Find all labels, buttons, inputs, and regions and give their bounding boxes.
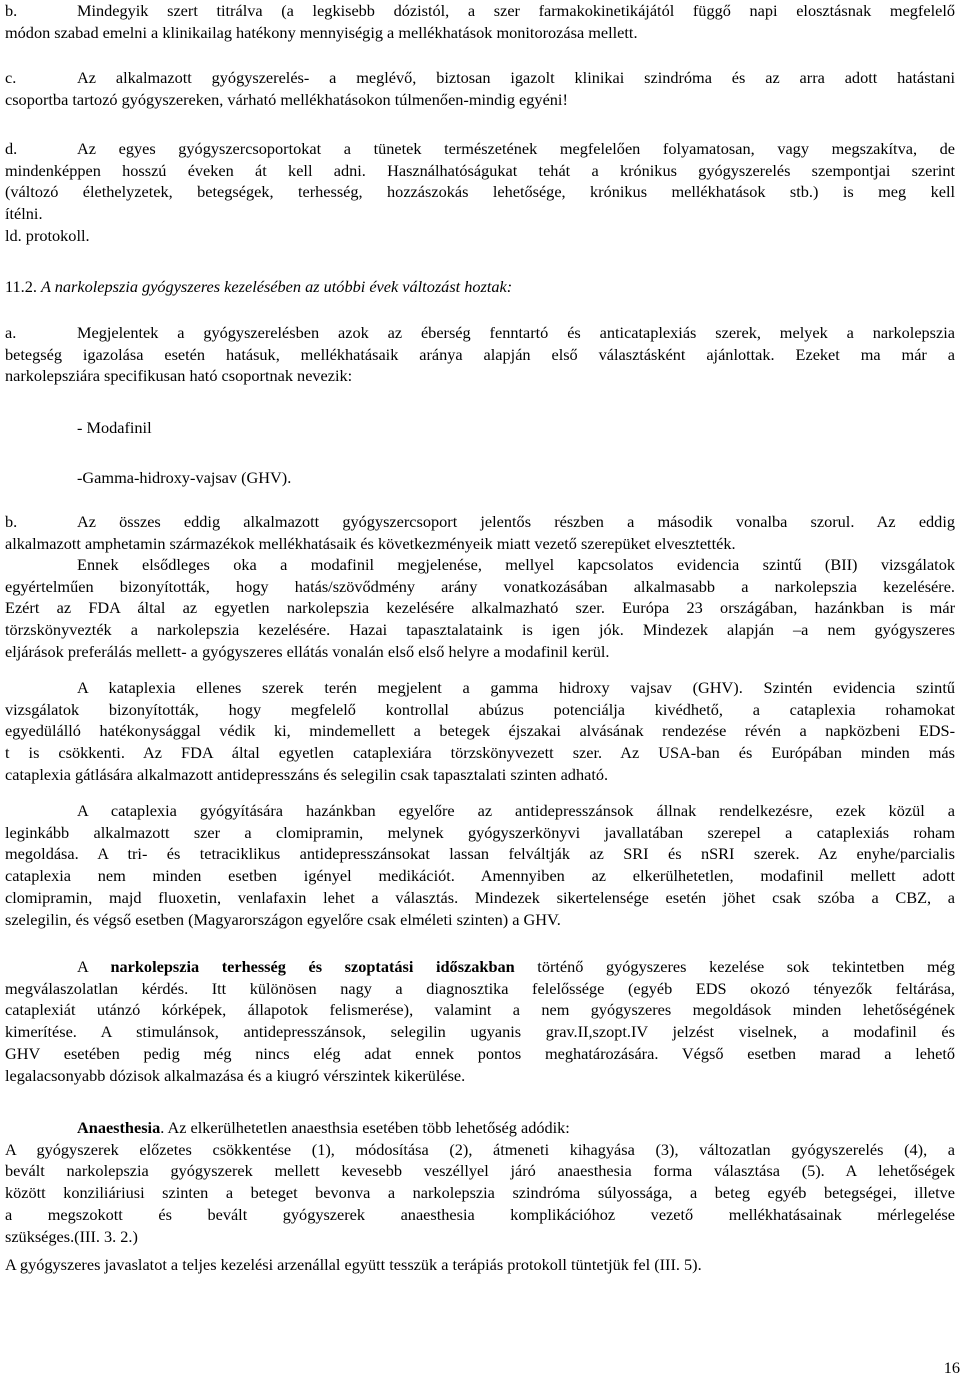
paragraph-kataplexia xyxy=(5,677,955,786)
text-line: a megszokott és bevált gyógyszerek anaesthesia komplikációhoz vezető mellékhatásainak mérlegelése xyxy=(5,1204,955,1224)
section-title: A narkolepszia gyógyszeres kezelésében az utóbbi évek változást hoztak: xyxy=(41,277,513,296)
text-line: megoldása. A tri- és tetraciklikus antidepresszánsokat lassan felváltják az SRI és nSRI szerek. Az enyhe/parcialis xyxy=(5,844,955,864)
paragraph-a xyxy=(5,322,955,387)
list-marker: b. xyxy=(5,512,18,531)
page-number: 16 xyxy=(943,1358,960,1377)
text-line: ítélni. xyxy=(5,204,43,224)
text-line: egyértelműen bizonyították, hogy hatás/szövődmény arány vonatkozásában alkalmasabb a narkolepszia kezelésére. xyxy=(5,576,955,596)
list-item-modafinil: - Modafinil xyxy=(77,418,152,437)
list-item-ghv: -Gamma-hidroxy-vajsav (GHV). xyxy=(77,468,292,487)
section-heading xyxy=(5,276,955,298)
text-line: clomipramin, majd fluoxetin, venlafaxin lehet a választás. Mindezek sikertelensége esetén jöhet csak szóba a CBZ, a xyxy=(5,887,955,907)
text-line: leginkább alkalmazott szer a clomipramin, melynek gyógyszerkönyvi javallatában szerepel a cataplexiás roham xyxy=(5,822,955,842)
text-line: betegség igazolása esetén hatásuk, mellékhatásaik aránya alapján első választásként ajánlottak. Ezeket ma már a xyxy=(5,344,955,364)
text-line: alkalmazott amphetamin származékok mellékhatásaik és következményeik miatt vezető szerepüket elvesztették. xyxy=(5,533,736,553)
list-marker: d. xyxy=(5,139,18,158)
text-line: között konziliáriusi szinten a beteget bevonva a narkolepszia szindróma súlyossága, a beteg egyéb betegségei, illetve xyxy=(5,1183,955,1203)
text-line: törzskönyvezték a narkolepszia kezelésére. Hazai tapasztalataink is igen jók. Mindezek alapján –a nem gyógyszeres xyxy=(5,620,955,640)
text-line: Mindegyik szert titrálva (a legkisebb dózistól, a szer farmakokinetikájától függő napi elosztásnak megfelelő xyxy=(77,1,955,20)
text-line: mindenképpen hosszú éveken át kell adni. Használhatóságukat tehát a krónikus gyógyszerelés szempontjai szerint xyxy=(5,160,955,180)
text-line: A gyógyszerek előzetes csökkentése (1), módosítása (2), átmeneti kihagyása (3), változatlan gyógyszerelés (4), a xyxy=(5,1139,955,1159)
text-line: cataplexiát utánzó kórképek, állapotok felismerése), valamint a nem gyógyszeres megoldások minden lehetőségének xyxy=(5,1000,955,1020)
paragraph-modafinil xyxy=(5,554,955,663)
text-line: szükséges.(III. 3. 2.) xyxy=(5,1226,138,1246)
text-line: Megjelentek a gyógyszerelésben azok az éberség fenntartó és anticataplexiás szerek, melyek a narkolepszia xyxy=(77,323,955,342)
paragraph-cataplexia xyxy=(5,800,955,930)
paragraph-c xyxy=(5,67,955,110)
text-line: Az alkalmazott gyógyszerelés- a meglévő, biztosan igazolt klinikai szindróma és az arra adott hatástani xyxy=(77,68,955,87)
paragraph-d xyxy=(5,138,955,247)
paragraph-b2 xyxy=(5,511,955,554)
paragraph-anaesthesia: Anaesthesia. Az elkerülhetetlen anaesthsia esetében több lehetőség adódik: A gyógyszerek előzetes csökkentése (1), módosítása (2), átmeneti kihagyása (3), változatlan gyógyszerelés (4), a bevált narkolepszia gyógyszerek mellett kevesebb veszéllyel járó anaesthesia forma választása (5). A lehetőségek között konziliáriusi szinten a beteget bevonva a narkolepszia szindróma súlyossága, a beteg egyéb betegségei, illetve a megszokott és bevált gyógyszerek anaesthesia komplikációhoz vezető mellékhatásainak mérlegelése szükséges.(III. 3. 2.) xyxy=(5,1118,955,1246)
paragraph-pregnancy: A narkolepszia terhesség és szoptatási időszakban történő gyógyszeres kezelése sok tekintetben még megválaszolatlan kérdés. Itt különösen nagy a diagnosztika felelőssége (egyéb EDS okozó tényezők feltárása, cataplexiát utánzó kórképek, állapotok felismerése), valamint a nem gyógyszeres megoldások minden lehetőségének kimerítése. A stimulánsok, antidepresszánsok, selegilin ugyanis grav.II,szopt.IV jelzést viselnek, a modafinil és GHV esetében pedig még nincs elég adat ennek pontos meghatározására. Végső esetben marad a lehető legalacsonyabb dózisok alkalmazása és a kiugró vérszintek kikerülése. xyxy=(5,957,955,1085)
text-line: ld. protokoll. xyxy=(5,225,90,245)
section-number: 11.2. xyxy=(5,277,37,296)
text-line: narkolepsziára specifikusan ható csoportnak nevezik: xyxy=(5,366,353,386)
text-line: (változó élethelyzetek, betegségek, terhesség, hozzászokás lehetősége, krónikus mellékhatások stb.) is meg kell xyxy=(5,182,955,202)
bold-phrase: Anaesthesia xyxy=(77,1118,161,1137)
text-line: Az összes eddig alkalmazott gyógyszercsoport jelentős részben a második vonalba szorul. Az eddig xyxy=(77,512,955,531)
text-line: módon szabad emelni a klinikailag hatékony mennyiségig a mellékhatások monitorozása mellett. xyxy=(5,22,638,42)
text-line: legalacsonyabb dózisok alkalmazása és a kiugró vérszintek kikerülése. xyxy=(5,1065,466,1085)
text-line: vizsgálatok bizonyították, hogy megfelelő kontrollal abúzus potenciálja kivédhető, a cataplexia rohamokat xyxy=(5,699,955,719)
text-line: t is csökkenti. Az FDA által egyetlen cataplexiára törzskönyvezett szer. Az USA-ban és Európában minden más xyxy=(5,743,955,763)
text-line: csoportba tartozó gyógyszereken, várható mellékhatásokon túlmenően-mindig egyéni! xyxy=(5,89,568,109)
list-marker: a. xyxy=(5,323,17,342)
text-line: Ennek elsődleges oka a modafinil megjelenése, mellyel kapcsolatos evidencia szintű (BII) vizsgálatok xyxy=(77,555,955,574)
text-line: A cataplexia gyógyítására hazánkban egyelőre az antidepresszánsok állnak rendelkezésre, ezek közül a xyxy=(77,801,955,820)
list-marker: b. xyxy=(5,1,18,20)
text-line: GHV esetében pedig még nincs elég adat ennek pontos meghatározására. Végső esetben marad a lehető xyxy=(5,1043,955,1063)
list-marker: c. xyxy=(5,68,17,87)
text-line: Ezért az FDA által az egyetlen narkolepszia kezelésére alkalmazható szer. Európa 23 országában, hazánkban is már xyxy=(5,598,955,618)
bold-phrase: narkolepszia terhesség és szoptatási időszakban xyxy=(110,957,515,976)
text-line: Az egyes gyógyszercsoportokat a tünetek természetének megfelelően folyamatosan, vagy megszakítva, de xyxy=(77,139,955,158)
text-line: cataplexia gátlására alkalmazott antidepresszáns és selegilin csak tapasztalati szinten adható. xyxy=(5,764,609,784)
text-line: egyedülálló hatékonysággal védik ki, mindemellett a betegek éjszakai alvásának rendezése révén a napközbeni EDS- xyxy=(5,721,955,741)
paragraph-b xyxy=(5,0,955,43)
text-line: szelegilin, és végső esetben (Magyarországon egyelőre csak elméleti szinten) a GHV. xyxy=(5,909,561,929)
text-line: megválaszolatlan kérdés. Itt különösen nagy a diagnosztika felelőssége (egyéb EDS okozó tényezők feltárása, xyxy=(5,978,955,998)
text-line: cataplexia nem minden esetben igényel medikációt. Amennyiben az elkerülhetetlen, modafinil mellett adott xyxy=(5,866,955,886)
text-line: kimerítése. A stimulánsok, antidepresszánsok, selegilin ugyanis grav.II,szopt.IV jelzést viselnek, a modafinil és xyxy=(5,1022,955,1042)
text-line: A gyógyszeres javaslatot a teljes kezelési arzenállal együtt tesszük a terápiás protokoll tüntetjük fel (III. 5). xyxy=(5,1255,702,1274)
text-line: bevált narkolepszia gyógyszerek mellett kevesebb veszéllyel járó anaesthesia forma választása (5). A lehetőségek xyxy=(5,1161,955,1181)
text-line: A kataplexia ellenes szerek terén megjelent a gamma hidroxy vajsav (GHV). Szintén evidencia szintű xyxy=(77,678,955,697)
text-line: eljárások preferálás mellett- a gyógyszeres ellátás vonalán első első helyre a modafinil kerül. xyxy=(5,641,610,661)
paragraph-final xyxy=(5,1254,955,1276)
